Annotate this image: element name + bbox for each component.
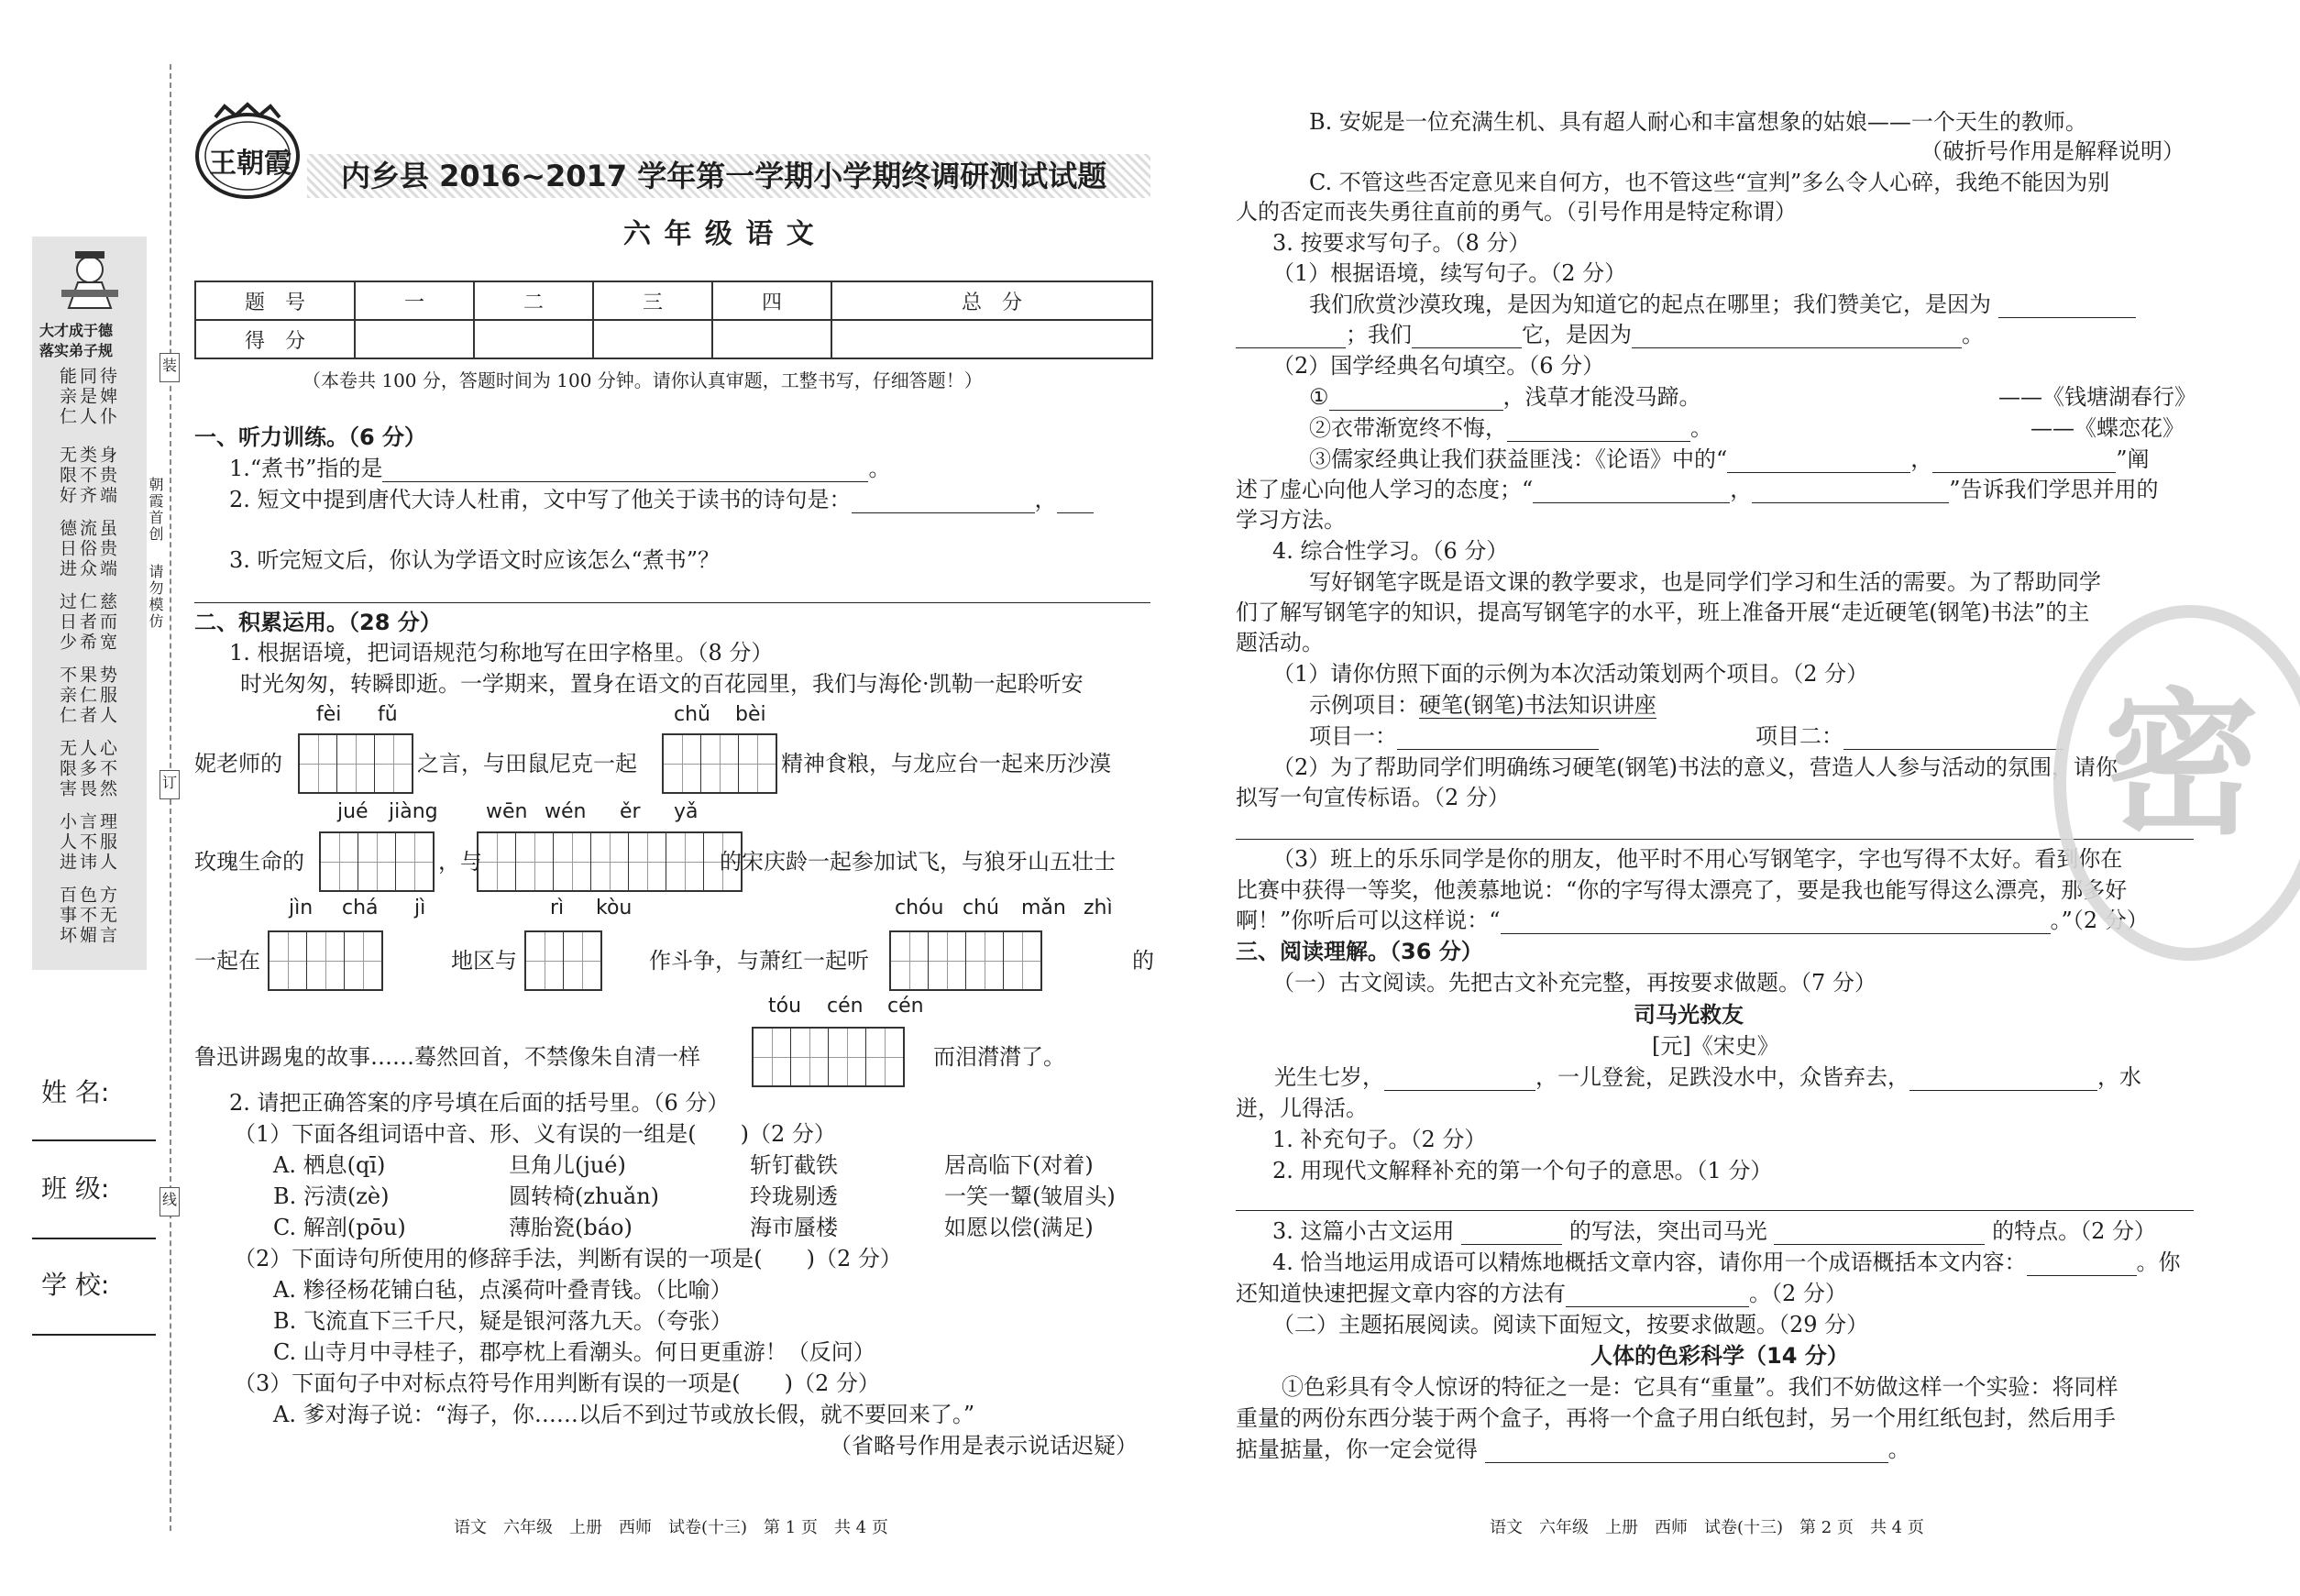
passage-text: 的宋庆龄一起参加试飞，与狼牙山五壮士: [720, 849, 1116, 875]
tianzige-box[interactable]: [889, 930, 1042, 991]
exam-title: 内乡县 2016~2017 学年第一学期小学期终调研测试试题: [341, 159, 1107, 193]
score-table: [194, 281, 1153, 359]
pinyin: yǎ: [674, 800, 699, 823]
pinyin: fǔ: [378, 703, 398, 726]
scholar-figure-icon: [60, 246, 120, 310]
score-cell[interactable]: [712, 320, 831, 358]
option: B. 飞流直下三千尺，疑是银河落九天。（夸张）: [273, 1308, 732, 1334]
option: 如愿以偿(满足): [944, 1215, 1094, 1240]
page-footer-right: 语文 六年级 上册 西师 试卷(十三) 第 2 页 共 4 页: [1490, 1518, 1924, 1537]
q3-1-sentence: 我们欣赏沙漠玫瑰，是因为知道它的起点在哪里；我们赞美它，是因为: [1309, 291, 2136, 318]
q2-3: （3）下面句子中对标点符号作用判断有误的一项是( )（2 分）: [234, 1370, 880, 1396]
q3-1-sentence-2: ；我们 它，是因为 。: [1236, 321, 1984, 348]
motto-column: 虽贵端: [97, 519, 117, 579]
q3-2-c-line3: 学习方法。: [1236, 507, 1346, 533]
answer-blank[interactable]: [1533, 482, 1730, 503]
option: 居高临下(对着): [944, 1152, 1094, 1178]
answer-blank[interactable]: [1057, 492, 1094, 513]
r2: 2. 用现代文解释补充的第一个句子的意思。（1 分）: [1272, 1158, 1773, 1183]
answer-blank[interactable]: [1727, 452, 1910, 473]
answer-blank[interactable]: [1632, 327, 1962, 348]
q3: 3. 按要求写句子。（8 分）: [1272, 230, 1531, 256]
option: C. 解剖(pōu): [273, 1215, 406, 1240]
pinyin: wén: [545, 800, 587, 823]
answer-blank[interactable]: [1752, 482, 1949, 503]
confidential-seal-text: 密: [2104, 675, 2261, 856]
pinyin: wēn: [486, 800, 528, 823]
q4-2-b: 拟写一句宣传标语。（2 分）: [1236, 785, 1510, 810]
class-label: 班 级:: [41, 1173, 110, 1204]
motto-column: 类不齐: [77, 446, 97, 506]
seal-mark-1: 装: [160, 353, 180, 382]
pinyin: rì: [550, 897, 565, 919]
passage-line-1: 时光匆匆，转瞬即逝。一学期来，置身在语文的百花园里，我们与海伦·凯勒一起聆听安: [240, 671, 1084, 697]
answer-blank[interactable]: [1843, 729, 2063, 750]
score-header: 一: [355, 281, 474, 320]
name-field[interactable]: [32, 1139, 156, 1141]
pinyin: cén: [887, 995, 924, 1018]
score-cell[interactable]: [474, 320, 593, 358]
section-1-title: 一、听力训练。（6 分）: [194, 424, 427, 450]
motto-column: 能亲仁: [57, 367, 77, 427]
s3-2: （二）主题拓展阅读。阅读下面短文，按要求做题。（29 分）: [1272, 1312, 1869, 1337]
q4-3-c: 啊！”你听后可以这样说：“ 。”（2 分）: [1236, 908, 2149, 933]
q3-2-c-line2: 述了虚心向他人学习的态度；“ ， ”告诉我们学思并用的: [1236, 477, 2159, 502]
answer-blank[interactable]: [1566, 1286, 1749, 1307]
motto-column: 过日少: [57, 592, 77, 653]
answer-blank[interactable]: [1329, 390, 1503, 411]
s1-q1: 1.“煮书”指的是 。: [229, 456, 891, 481]
option: 一笑一颦(皱眉头): [944, 1183, 1116, 1209]
motto-column: 无限害: [57, 739, 77, 799]
option-c-line1: C. 不管这些否定意见来自何方，也不管这些“宣判”多么令人心碎，我绝不能因为别: [1309, 170, 2110, 195]
option: 圆转椅(zhuǎn): [509, 1183, 660, 1209]
score-cell[interactable]: [831, 320, 1152, 358]
motto-column: 心不然: [97, 739, 117, 799]
motto-line-1: 大才成于德: [39, 322, 114, 339]
q4-para: 们了解写钢笔字的知识，提高写钢笔字的水平，班上准备开展“走近硬笔(钢笔)书法”的主: [1236, 600, 2090, 625]
motto-column: 色不媚: [77, 886, 97, 946]
answer-blank[interactable]: [852, 492, 1035, 513]
option-b: B. 安妮是一位充满生机、具有超人耐心和丰富想象的姑娘——一个天生的教师。: [1309, 109, 2087, 135]
s3-1: （一）古文阅读。先把古文补充完整，再按要求做题。（7 分）: [1272, 970, 1876, 996]
passage-text: 地区与: [451, 948, 517, 974]
answer-line[interactable]: [194, 602, 1150, 603]
q4-3-b: 比赛中获得一等奖，他羡慕地说：“你的字写得太漂亮了，要是我也能写得这么漂亮，那多好: [1236, 877, 2128, 903]
q4: 4. 综合性学习。（6 分）: [1272, 538, 1509, 564]
margin-note: 请勿模仿: [147, 564, 164, 630]
option: 斩钉截铁: [750, 1152, 838, 1178]
motto-line-2: 落实弟子规: [39, 342, 114, 359]
motto-column: 势服人: [97, 666, 117, 726]
answer-line[interactable]: [1236, 839, 2194, 840]
pinyin: ěr: [620, 800, 641, 823]
score-header: 题 号: [195, 281, 355, 320]
answer-blank[interactable]: [1998, 297, 2136, 318]
option: 海市蜃楼: [750, 1215, 838, 1240]
motto-column: 不亲仁: [57, 666, 77, 726]
motto-column: 同是人: [77, 367, 97, 427]
r1: 1. 补充句子。（2 分）: [1272, 1127, 1487, 1152]
school-label: 学 校:: [41, 1270, 110, 1300]
section-3-title: 三、阅读理解。（36 分）: [1236, 939, 1483, 964]
passage-text: 一起在: [194, 948, 260, 974]
tianzige-box[interactable]: [268, 930, 383, 991]
answer-blank[interactable]: [2027, 1255, 2137, 1276]
answer-blank[interactable]: [1932, 452, 2116, 473]
q4-para: 写好钢笔字既是语文课的教学要求，也是同学们学习和生活的需要。为了帮助同学: [1309, 569, 2101, 595]
score-cell[interactable]: [355, 320, 474, 358]
score-header: 四: [712, 281, 831, 320]
q4-1-items: 项目一：: [1309, 722, 1599, 750]
answer-blank[interactable]: [1774, 1224, 1985, 1245]
story-source: [元]《宋史》: [1652, 1033, 1779, 1059]
q2-1: （1）下面各组词语中音、形、义有误的一组是( )（2 分）: [234, 1121, 836, 1147]
seal-mark-3: 线: [160, 1187, 180, 1216]
passage-text: 而泪潸潸了。: [933, 1044, 1065, 1070]
motto-column: 人多畏: [77, 739, 97, 799]
option: A. 栖息(qī): [273, 1152, 386, 1178]
q3-2-c-line1: ③儒家经典让我们获益匪浅：《论语》中的“ ， ”阐: [1309, 446, 2150, 472]
passage-text: 妮老师的: [194, 751, 282, 776]
option: C. 山寺月中寻桂子，郡亭枕上看潮头。何日更重游！（反问）: [273, 1339, 875, 1365]
score-header: 二: [474, 281, 593, 320]
pinyin: jìn: [289, 897, 314, 919]
option: A. 爹对海子说：“海子，你……以后不到过节或放长假，就不要回来了。”: [273, 1402, 975, 1427]
article-title: 人体的色彩科学（14 分）: [1590, 1343, 1849, 1369]
option: 玲珑剔透: [750, 1183, 838, 1209]
s1-q2: 2. 短文中提到唐代大诗人杜甫，文中写了他关于读书的诗句是： ，: [229, 486, 1094, 513]
passage-text: ，与: [438, 849, 482, 875]
r4-b: 还知道快速把握文章内容的方法有 。（2 分）: [1236, 1281, 1847, 1306]
answer-blank[interactable]: [1909, 1070, 2097, 1091]
answer-blank[interactable]: [1412, 327, 1522, 348]
passage-text: 鲁迅讲踢鬼的故事……蓦然回首，不禁像朱自清一样: [194, 1044, 700, 1070]
motto-column: 言不讳: [77, 812, 97, 873]
answer-blank[interactable]: [1507, 421, 1690, 442]
exam-subtitle: 六 年 级 语 文: [623, 218, 816, 250]
option: B. 污渍(zè): [273, 1183, 390, 1209]
answer-blank[interactable]: [1485, 1442, 1888, 1463]
pinyin: tóu: [768, 995, 802, 1018]
pinyin: chú: [963, 897, 999, 919]
answer-blank[interactable]: [1461, 1224, 1562, 1245]
motto-column: 小人进: [57, 812, 77, 873]
passage-text: 的: [1132, 948, 1154, 974]
class-field[interactable]: [32, 1238, 156, 1239]
pinyin: chá: [342, 897, 379, 919]
motto-column: 待婢仆: [97, 367, 117, 427]
section-2-title: 二、积累运用。（28 分）: [194, 610, 442, 635]
q3-1: （1）根据语境，续写句子。（2 分）: [1272, 260, 1627, 286]
school-field[interactable]: [32, 1334, 156, 1336]
answer-line[interactable]: [1236, 1210, 2194, 1211]
option: 薄胎瓷(báo): [509, 1215, 633, 1240]
pinyin: jì: [414, 897, 426, 919]
s2-q1: 1. 根据语境，把词语规范匀称地写在田字格里。（8 分）: [229, 640, 774, 666]
passage-text: 精神食粮，与龙应台一起来历沙漠: [781, 751, 1111, 776]
q3-2-a: ① ，浅草才能没马蹄。: [1309, 384, 1701, 410]
exam-note: （本卷共 100 分，答题时间为 100 分钟。请你认真审题，工整书写，仔细答题！）: [303, 369, 983, 391]
pinyin: zhì: [1084, 897, 1113, 919]
motto-column: 方无言: [97, 886, 117, 946]
motto-column: 德日进: [57, 519, 77, 579]
score-header: 三: [593, 281, 712, 320]
tianzige-box[interactable]: [298, 733, 413, 794]
page-footer-left: 语文 六年级 上册 西师 试卷(十三) 第 1 页 共 4 页: [454, 1518, 888, 1537]
pinyin: mǎn: [1021, 897, 1066, 919]
article-para: ①色彩具有令人惊讶的特征之一是：它具有“重量”。我们不妨做这样一个实验：将同样: [1282, 1374, 2118, 1400]
tianzige-box[interactable]: [477, 831, 743, 892]
q3-2-b-source: ——《蝶恋花》: [2030, 415, 2184, 441]
q4-2: （2）为了帮助同学们明确练习硬笔(钢笔)书法的意义，营造人人参与活动的氛围，请你: [1272, 754, 2118, 780]
q4-para: 题活动。: [1236, 630, 1324, 655]
tianzige-box[interactable]: [662, 733, 777, 794]
seal-mark-2: 订: [160, 770, 180, 799]
score-row-label: 得 分: [195, 320, 355, 358]
name-label: 姓 名:: [41, 1077, 110, 1107]
q4-3: （3）班上的乐乐同学是你的朋友，他平时不用心写钢笔字，字也写得不太好。看到你在: [1272, 846, 2123, 872]
option-c-line2: 人的否定而丧失勇往直前的勇气。（引号作用是特定称谓）: [1236, 199, 1797, 225]
article-para-3: 掂量掂量，你一定会觉得 。: [1236, 1436, 1910, 1462]
score-header: 总 分: [831, 281, 1152, 320]
answer-blank[interactable]: [1384, 1070, 1535, 1091]
passage-text: 玫瑰生命的: [194, 849, 304, 875]
q3-2: （2）国学经典名句填空。（6 分）: [1272, 353, 1605, 379]
answer-blank[interactable]: [382, 461, 868, 482]
pinyin: fèi: [316, 703, 342, 726]
answer-blank[interactable]: [1397, 729, 1599, 750]
r3: 3. 这篇小古文运用 的写法，突出司马光 的特点。（2 分）: [1272, 1218, 2156, 1244]
story-line-2: 迸，儿得活。: [1236, 1095, 1368, 1121]
logo-text: 王朝霞: [209, 148, 292, 180]
s2-q2: 2. 请把正确答案的序号填在后面的括号里。（6 分）: [229, 1090, 730, 1116]
margin-note: 朝霞首创: [147, 477, 164, 543]
motto-column: 果仁者: [77, 666, 97, 726]
motto-column: 身贵端: [97, 446, 117, 506]
option: A. 糁径杨花铺白毡，点溪荷叶叠青钱。（比喻）: [273, 1277, 732, 1303]
pinyin: cén: [827, 995, 864, 1018]
pinyin: chǔ: [674, 703, 710, 726]
motto-column: 仁者希: [77, 592, 97, 653]
story-line-1: 光生七岁， ，一儿登瓮，足跌没水中，众皆弃去， ，水: [1274, 1064, 2141, 1090]
motto-column: 流俗众: [77, 519, 97, 579]
option-note: （省略号作用是表示说话迟疑）: [830, 1433, 1138, 1458]
answer-blank[interactable]: [1236, 327, 1346, 348]
option-b-note: （破折号作用是解释说明）: [1920, 138, 2184, 164]
tianzige-box[interactable]: [752, 1027, 905, 1087]
option: 旦角儿(jué): [509, 1152, 626, 1178]
pinyin: bèi: [735, 703, 766, 726]
motto-column: 慈而宽: [97, 592, 117, 653]
q2-2: （2）下面诗句所使用的修辞手法，判断有误的一项是( )（2 分）: [234, 1246, 902, 1271]
s1-q3: 3. 听完短文后，你认为学语文时应该怎么“煮书”？: [229, 547, 721, 573]
passage-text: 作斗争，与萧红一起听: [649, 948, 869, 974]
story-title: 司马光救友: [1634, 1002, 1744, 1028]
q4-1-example: 示例项目：硬笔(钢笔)书法知识讲座: [1309, 692, 1656, 718]
q3-2-a-source: ——《钱塘湖春行》: [1998, 384, 2196, 410]
q3-2-b: ②衣带渐宽终不悔， 。: [1309, 415, 1712, 441]
q4-1: （1）请你仿照下面的示例为本次活动策划两个项目。（2 分）: [1272, 661, 1869, 687]
q4-1-item2: 项目二：: [1755, 722, 2063, 750]
tianzige-box[interactable]: [319, 831, 435, 892]
pinyin: jiàng: [389, 800, 438, 823]
passage-text: 之言，与田鼠尼克一起: [417, 751, 637, 776]
pinyin: jué: [337, 800, 369, 823]
motto-column: 理服人: [97, 812, 117, 873]
answer-blank[interactable]: [1501, 913, 2051, 934]
pinyin: kòu: [596, 897, 633, 919]
pinyin: chóu: [895, 897, 944, 919]
motto-column: 百事坏: [57, 886, 77, 946]
motto-column: 无限好: [57, 446, 77, 506]
article-para: 重量的两份东西分装于两个盒子，再将一个盒子用白纸包封，另一个用红纸包封，然后用手: [1236, 1405, 2116, 1431]
r4: 4. 恰当地运用成语可以精炼地概括文章内容，请你用一个成语概括本文内容： 。你: [1272, 1249, 2181, 1275]
tianzige-box[interactable]: [524, 930, 602, 991]
score-cell[interactable]: [593, 320, 712, 358]
